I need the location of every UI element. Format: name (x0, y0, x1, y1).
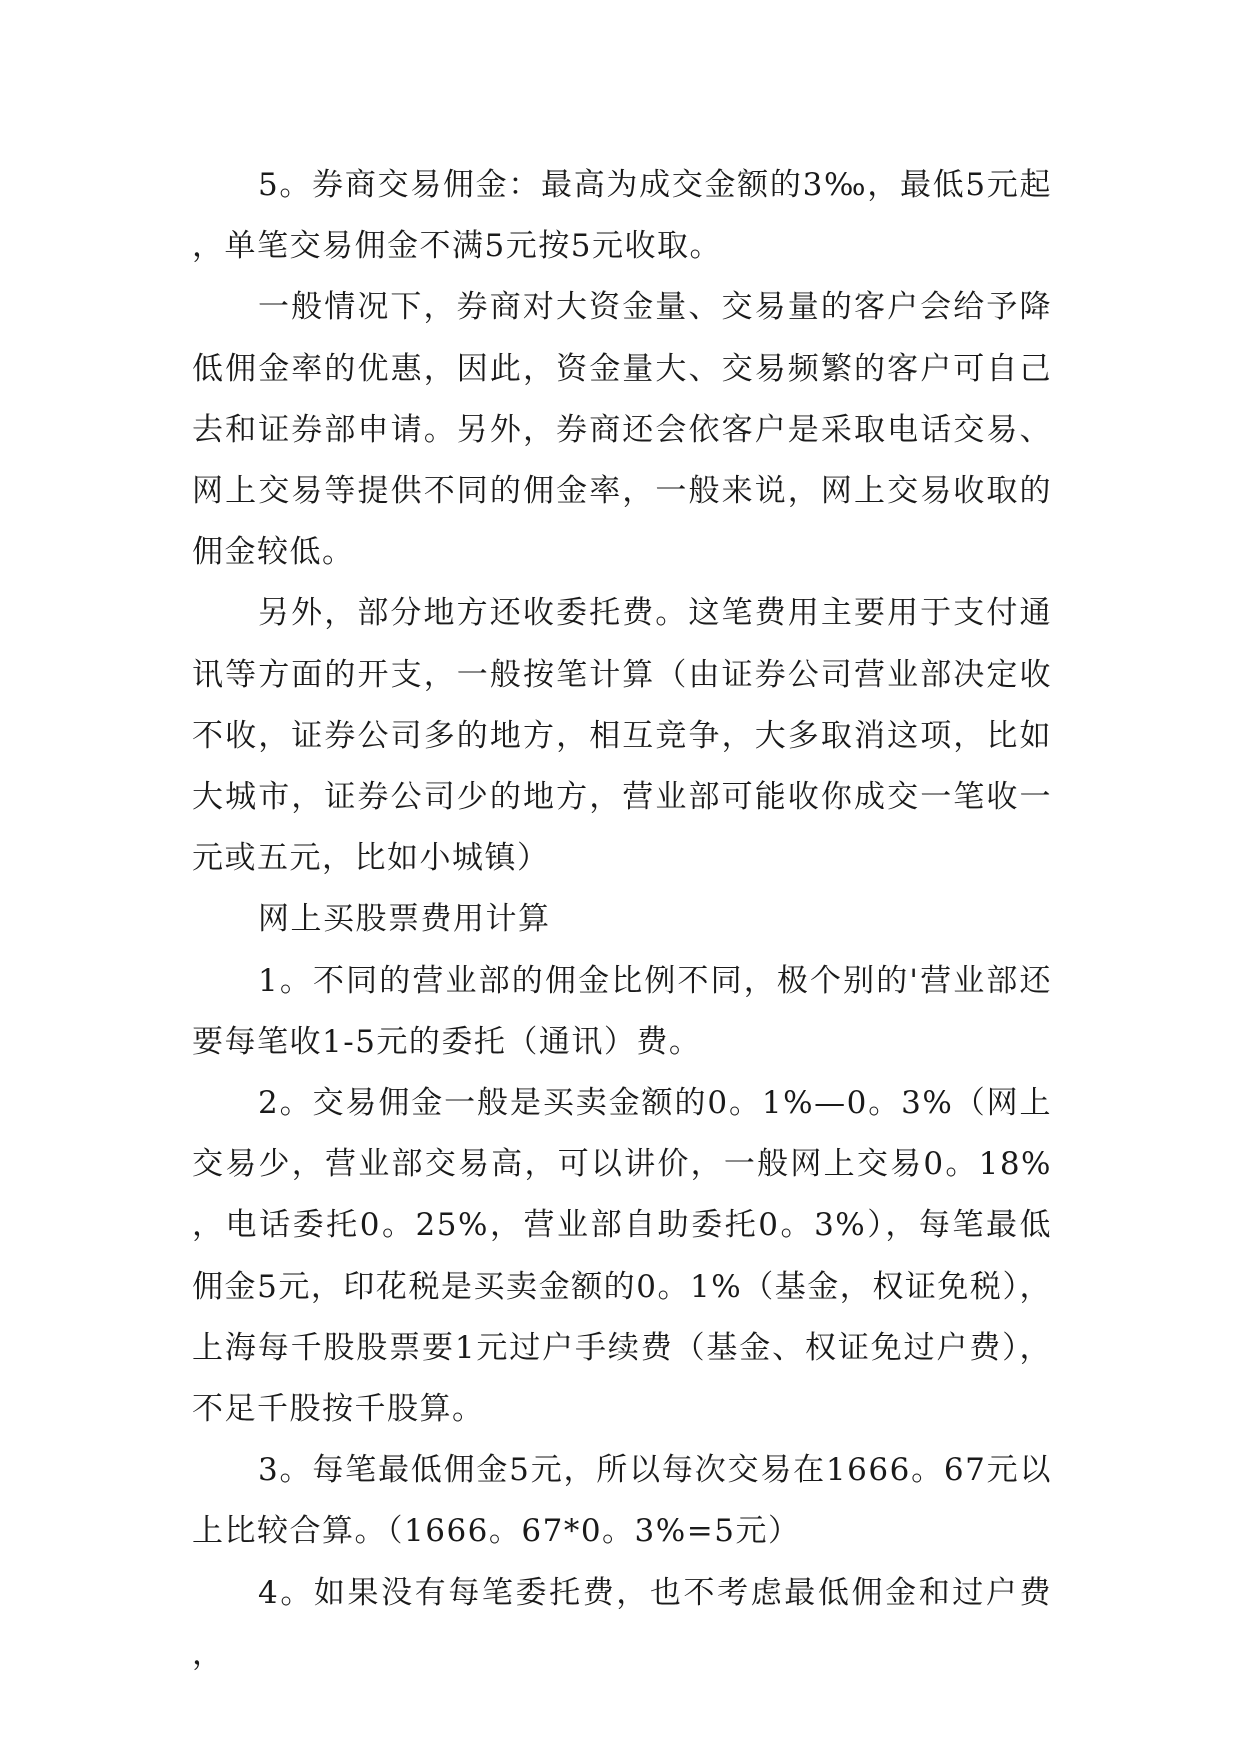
document-body (192, 155, 1052, 1685)
list-item-2: 2。交易佣金一般是买卖金额的0。1%—0。3%（网上交易少，营业部交易高，可以讲价，一般网上交易0。18%，电话委托0。25%，营业部自助委托0。3%），每笔最低佣金5元，印花税是买卖金额的0。1%（基金，权证免税），上海每千股股票要1元过户手续费（基金、权证免过户费），不足千股按千股算。 (192, 1085, 1052, 1428)
list-item-3: 3。每笔最低佣金5元，所以每次交易在1666。67元以上比较合算。（1666。67*0。3%=5元） (192, 1452, 1052, 1550)
list-item-1: 1。不同的营业部的佣金比例不同，极个别的'营业部还要每笔收1-5元的委托（通讯）费。 (192, 962, 1052, 1060)
section-heading: 网上买股票费用计算 (258, 901, 551, 938)
paragraph-entrust-fee: 另外，部分地方还收委托费。这笔费用主要用于支付通讯等方面的开支，一般按笔计算（由证券公司营业部决定收不收，证券公司多的地方，相互竞争，大多取消这项，比如大城市，证券公司少的地方，营业部可能收你成交一笔收一元或五元，比如小城镇） (192, 595, 1052, 877)
paragraph-discount: 一般情况下，券商对大资金量、交易量的客户会给予降低佣金率的优惠，因此，资金量大、交易频繁的客户可自己去和证券部申请。另外，券商还会依客户是采取电话交易、网上交易等提供不同的佣金率，一般来说，网上交易收取的佣金较低。 (192, 289, 1052, 571)
paragraph-commission: 5。券商交易佣金：最高为成交金额的3‰，最低5元起，单笔交易佣金不满5元按5元收取。 (192, 167, 1052, 265)
list-item-4: 4。如果没有每笔委托费，也不考虑最低佣金和过户费， (192, 1574, 1052, 1672)
